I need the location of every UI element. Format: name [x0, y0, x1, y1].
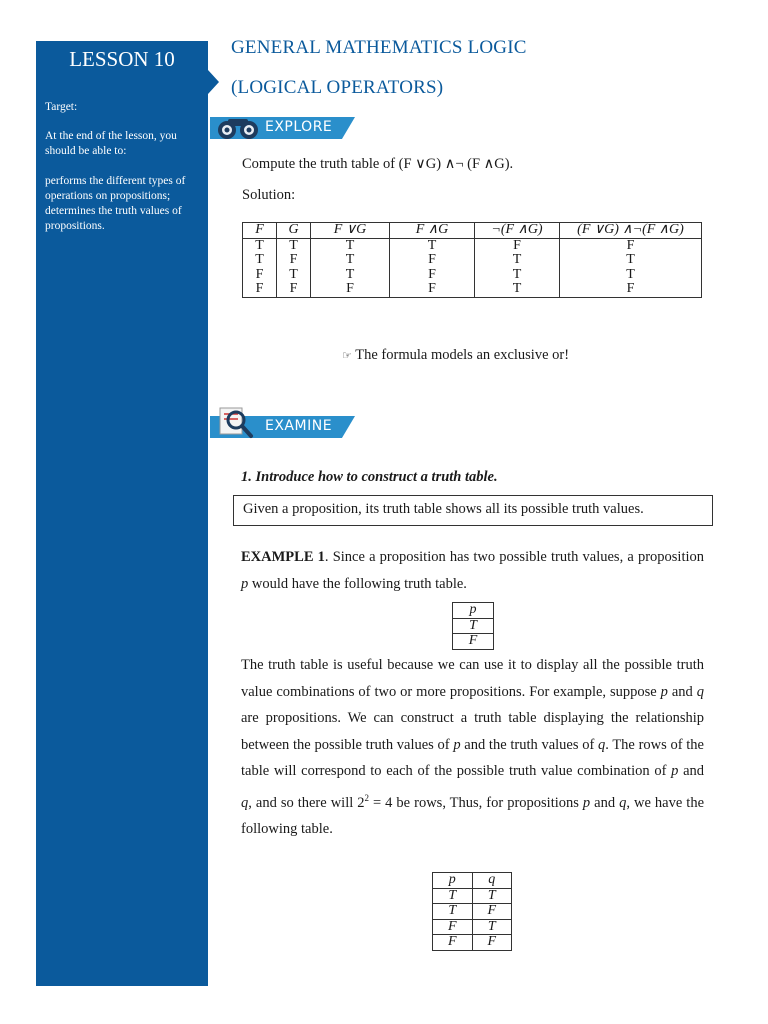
table-row [243, 268, 702, 283]
table-row [433, 888, 512, 904]
table-row [243, 253, 702, 268]
examine-label: EXAMINE [265, 418, 333, 434]
explore-truth-table [242, 222, 702, 298]
table-cell: T [433, 888, 473, 904]
table-row [243, 238, 702, 253]
definition-text: Given a proposition, its truth table shows all its possible truth values. [243, 501, 644, 517]
table-cell: T [311, 268, 390, 283]
example-1-paragraph: EXAMPLE 1. Since a proposition has two possible truth values, a proposition p would have the following truth table. [241, 549, 704, 592]
table-row [433, 904, 512, 920]
sidebar-arrow [208, 70, 219, 94]
table-cell: F [311, 282, 390, 297]
table-row [243, 282, 702, 297]
column-header: F ∧G [390, 223, 475, 239]
definition-box [233, 495, 713, 526]
binoculars-icon [214, 116, 262, 140]
table-cell: F [243, 268, 277, 283]
table-cell: T [243, 253, 277, 268]
column-header: F [243, 223, 277, 239]
lesson-number: LESSON 10 [69, 47, 175, 71]
table-cell: T [433, 904, 473, 920]
column-header: p [433, 873, 473, 889]
table-cell: T [560, 268, 702, 283]
table-cell: F [390, 282, 475, 297]
solution-label: Solution: [242, 187, 296, 203]
table-cell: T [453, 618, 494, 634]
table-cell: T [472, 919, 512, 935]
table-cell: F [433, 919, 473, 935]
table-cell: T [243, 238, 277, 253]
table-cell: T [277, 268, 311, 283]
column-header: q [472, 873, 512, 889]
column-header: (F ∨G) ∧¬(F ∧G) [560, 223, 702, 239]
column-header: G [277, 223, 311, 239]
table-cell: F [472, 935, 512, 951]
column-header: ¬(F ∧G) [475, 223, 560, 239]
table-header-row [243, 223, 702, 239]
table-cell: T [472, 888, 512, 904]
table-cell: F [560, 238, 702, 253]
table-row [453, 634, 494, 650]
target-label: Target: [45, 101, 78, 113]
table-cell: F [277, 282, 311, 297]
table-cell: F [243, 282, 277, 297]
page-title: GENERAL MATHEMATICS LOGIC [231, 37, 527, 58]
table-cell: T [277, 238, 311, 253]
page-subtitle: (LOGICAL OPERATORS) [231, 77, 444, 98]
table-cell: T [390, 238, 475, 253]
table-cell: T [311, 238, 390, 253]
table-cell: T [475, 282, 560, 297]
truth-table-paragraph: The truth table is useful because we can use it to display all the possible truth value combinations of two or more propositions. For example, suppose p and q are propositions. We can construct a truth table displaying the relationship between the possible truth values of p and the truth values of q. The rows of the table will correspond to each of the possible truth value combination of p and q, and so there will $2^2 = 4$ be rows, Thus, for propositions p and q, we have the following table. [241, 657, 704, 838]
pointing-hand-icon: ☞ [342, 349, 352, 362]
table-cell: F [433, 935, 473, 951]
example-label: EXAMPLE 1 [241, 549, 325, 565]
table-cell: F [390, 268, 475, 283]
table-cell: T [475, 253, 560, 268]
table-cell: F [475, 238, 560, 253]
examine-banner [210, 416, 355, 438]
sidebar [36, 41, 208, 986]
column-header: F ∨G [311, 223, 390, 239]
explore-prompt: Compute the truth table of (F ∨G) ∧¬ (F ∧G). [242, 156, 514, 172]
magnifier-icon [218, 404, 258, 440]
table-cell: T [311, 253, 390, 268]
table-row [433, 919, 512, 935]
pq-truth-table [432, 872, 512, 951]
table-cell: F [472, 904, 512, 920]
p-truth-table [452, 602, 494, 650]
target-objectives: performs the different types of operations on propositions; determines the truth values of propositions. [45, 175, 186, 232]
table-row [433, 935, 512, 951]
column-header: p [453, 603, 494, 619]
table-cell: F [453, 634, 494, 650]
note-text: The formula models an exclusive or! [355, 347, 570, 363]
table-row [453, 618, 494, 634]
table-cell: F [277, 253, 311, 268]
table-cell: F [390, 253, 475, 268]
explore-banner [210, 117, 355, 139]
section-heading: 1. Introduce how to construct a truth table. [241, 469, 498, 485]
table-cell: T [475, 268, 560, 283]
explore-label: EXPLORE [265, 119, 333, 135]
table-cell: T [560, 253, 702, 268]
target-intro: At the end of the lesson, you should be able to: [45, 130, 177, 157]
note-line [342, 347, 569, 364]
table-cell: F [560, 282, 702, 297]
table-header-row [433, 873, 512, 889]
